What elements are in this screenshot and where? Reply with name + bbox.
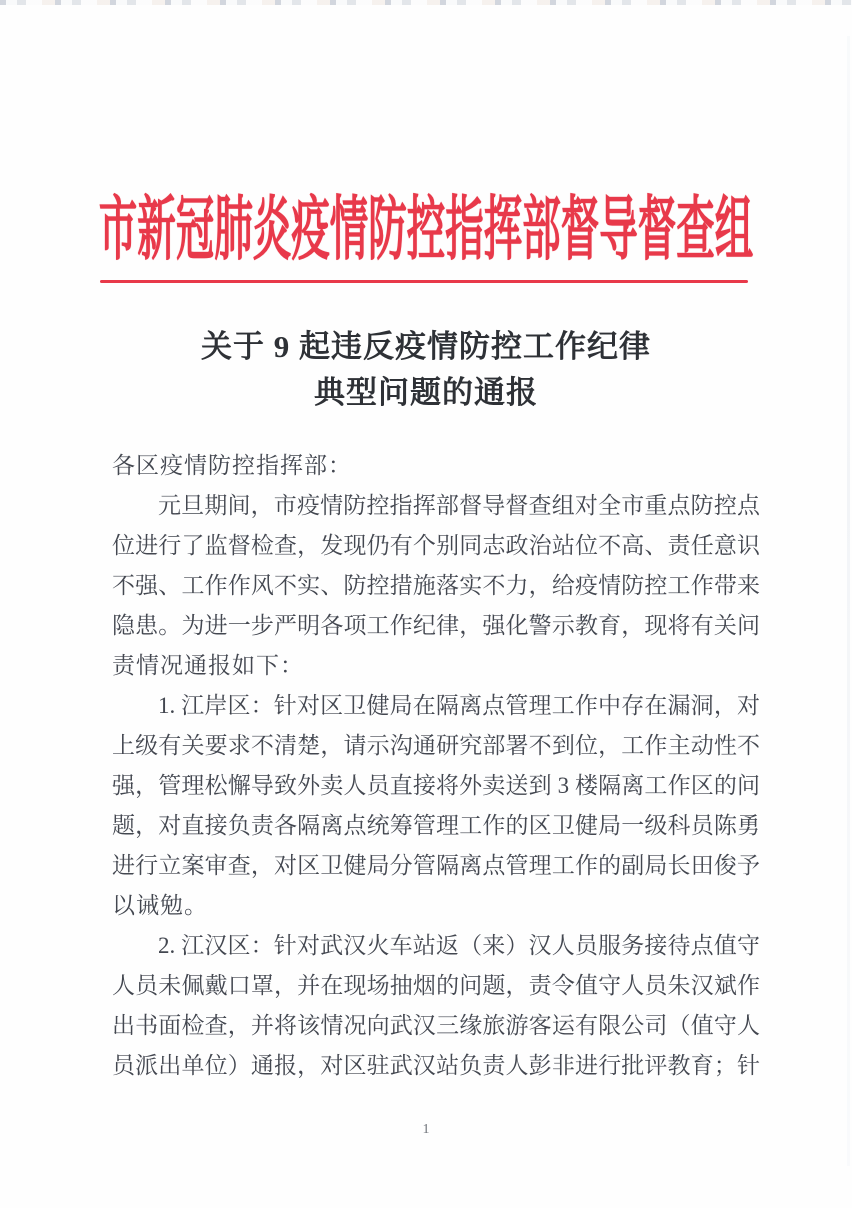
body-line: 出书面检查，并将该情况向武汉三缘旅游客运有限公司（值守人 xyxy=(112,1013,760,1038)
body-line: 责情况通报如下： xyxy=(112,653,304,678)
document-body xyxy=(112,446,760,1086)
body-line: 进行立案审查，对区卫健局分管隔离点管理工作的副局长田俊予 xyxy=(112,853,760,878)
body-line: 隐患。为进一步严明各项工作纪律，强化警示教育，现将有关问 xyxy=(112,613,760,638)
body-line: 不强、工作作风不实、防控措施落实不力，给疫情防控工作带来 xyxy=(112,573,760,598)
org-title: 市新冠肺炎疫情防控指挥部督导督查组 xyxy=(98,192,754,269)
letterhead xyxy=(0,184,852,278)
document-title-line-1: 关于 9 起违反疫情防控工作纪律 xyxy=(201,329,651,364)
body-line: 人员未佩戴口罩，并在现场抽烟的问题，责令值守人员朱汉斌作 xyxy=(112,973,760,998)
body-line: 2. 江汉区：针对武汉火车站返（来）汉人员服务接待点值守 xyxy=(158,933,760,958)
body-line: 题，对直接负责各隔离点统筹管理工作的区卫健局一级科员陈勇 xyxy=(112,813,760,838)
body-line: 上级有关要求不清楚，请示沟通研究部署不到位，工作主动性不 xyxy=(112,733,760,758)
page-number: 1 xyxy=(422,1122,430,1137)
body-line: 元旦期间，市疫情防控指挥部督导督查组对全市重点防控点 xyxy=(158,493,760,518)
body-line: 1. 江岸区：针对区卫健局在隔离点管理工作中存在漏洞，对 xyxy=(158,693,760,718)
body-line: 员派出单位）通报，对区驻武汉站负责人彭非进行批评教育；针 xyxy=(112,1053,760,1078)
body-line: 强，管理松懈导致外卖人员直接将外卖送到 3 楼隔离工作区的问 xyxy=(112,773,760,798)
body-line: 以诫勉。 xyxy=(112,893,208,918)
document-title xyxy=(0,324,852,416)
body-line: 各区疫情防控指挥部： xyxy=(112,453,352,478)
body-line: 位进行了监督检查，发现仍有个别同志政治站位不高、责任意识 xyxy=(112,533,760,558)
document-title-line-2: 典型问题的通报 xyxy=(314,375,538,410)
letterhead-divider xyxy=(100,280,748,283)
scan-noise-strip xyxy=(0,0,852,5)
